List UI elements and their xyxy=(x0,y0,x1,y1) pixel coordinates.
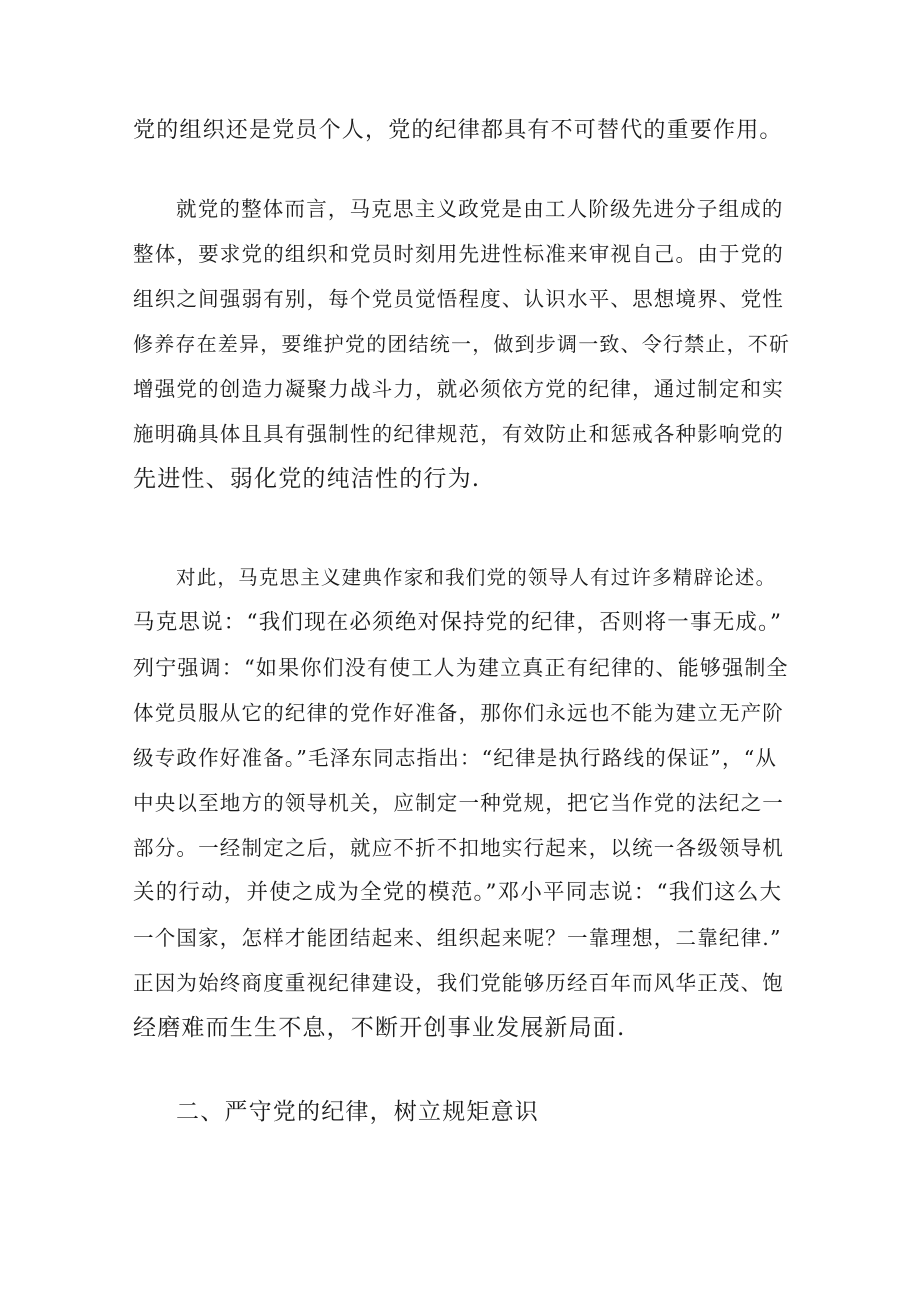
paragraph-line: 级专政作好准备。”毛泽东同志指出：“纪律是执行路线的保证”，“从 xyxy=(133,746,778,770)
paragraph-line: 组织之间强弱有别，每个党员觉悟程度、认识水平、思想境界、党性 xyxy=(133,287,784,311)
paragraph-line: 先进性、弱化党的纯洁性的行为. xyxy=(133,466,481,492)
paragraph-line: 经磨难而生生不息，不断开创事业发展新局面. xyxy=(133,1015,626,1041)
section-heading: 二、严守党的纪律，树立规矩意识 xyxy=(176,1099,539,1125)
paragraph-line: 党的组织还是党员个人，党的纪律都具有不可替代的重要作用。 xyxy=(133,118,783,143)
paragraph-line: 增强党的创造力凝聚力战斗力，就必须依方党的纪律，通过制定和实 xyxy=(133,377,784,401)
paragraph-line: 马克思说：“我们现在必须绝对保持党的纪律，否则将一事无成。” xyxy=(133,610,783,635)
paragraph-line: 中央以至地方的领导机关，应制定一种党规，把它当作党的法纪之一 xyxy=(133,791,784,815)
paragraph-line: 对此，马克思主义建典作家和我们党的领导人有过许多精辟论述。 xyxy=(176,566,777,589)
paragraph-line: 整体，要求党的组织和党员时刻用先进性标准来审视自己。由于党的 xyxy=(133,242,784,266)
paragraph-line: 体党员服从它的纪律的党作好准备，那你们永远也不能为建立无产阶 xyxy=(133,701,784,725)
paragraph-line: 列宁强调：“如果你们没有使工人为建立真正有纪律的、能够强制全 xyxy=(133,656,789,680)
paragraph-line: 正因为始终商度重视纪律建设，我们党能够历经百年而风华正茂、饱 xyxy=(133,971,784,995)
paragraph-line: 部分。一经制定之后，就应不折不扣地实行起来，以统一各级领导机 xyxy=(133,836,784,860)
paragraph-line: 修养存在差异，要维护党的团结统一，做到步调一致、令行禁止，不斫 xyxy=(133,332,791,356)
paragraph-line: 关的行动，并使之成为全党的模范。”邓小平同志说：“我们这么大 xyxy=(133,880,783,905)
paragraph-line: 一个国家，怎样才能团结起来、组织起来呢？一靠理想，二靠纪律.” xyxy=(133,926,782,950)
paragraph-line: 就党的整体而言，马克思主义政党是由工人阶级先进分子组成的 xyxy=(176,197,784,221)
paragraph-line: 施明确具体且具有强制性的纪律规范，有效防止和惩戒各种影响党的 xyxy=(133,422,784,446)
